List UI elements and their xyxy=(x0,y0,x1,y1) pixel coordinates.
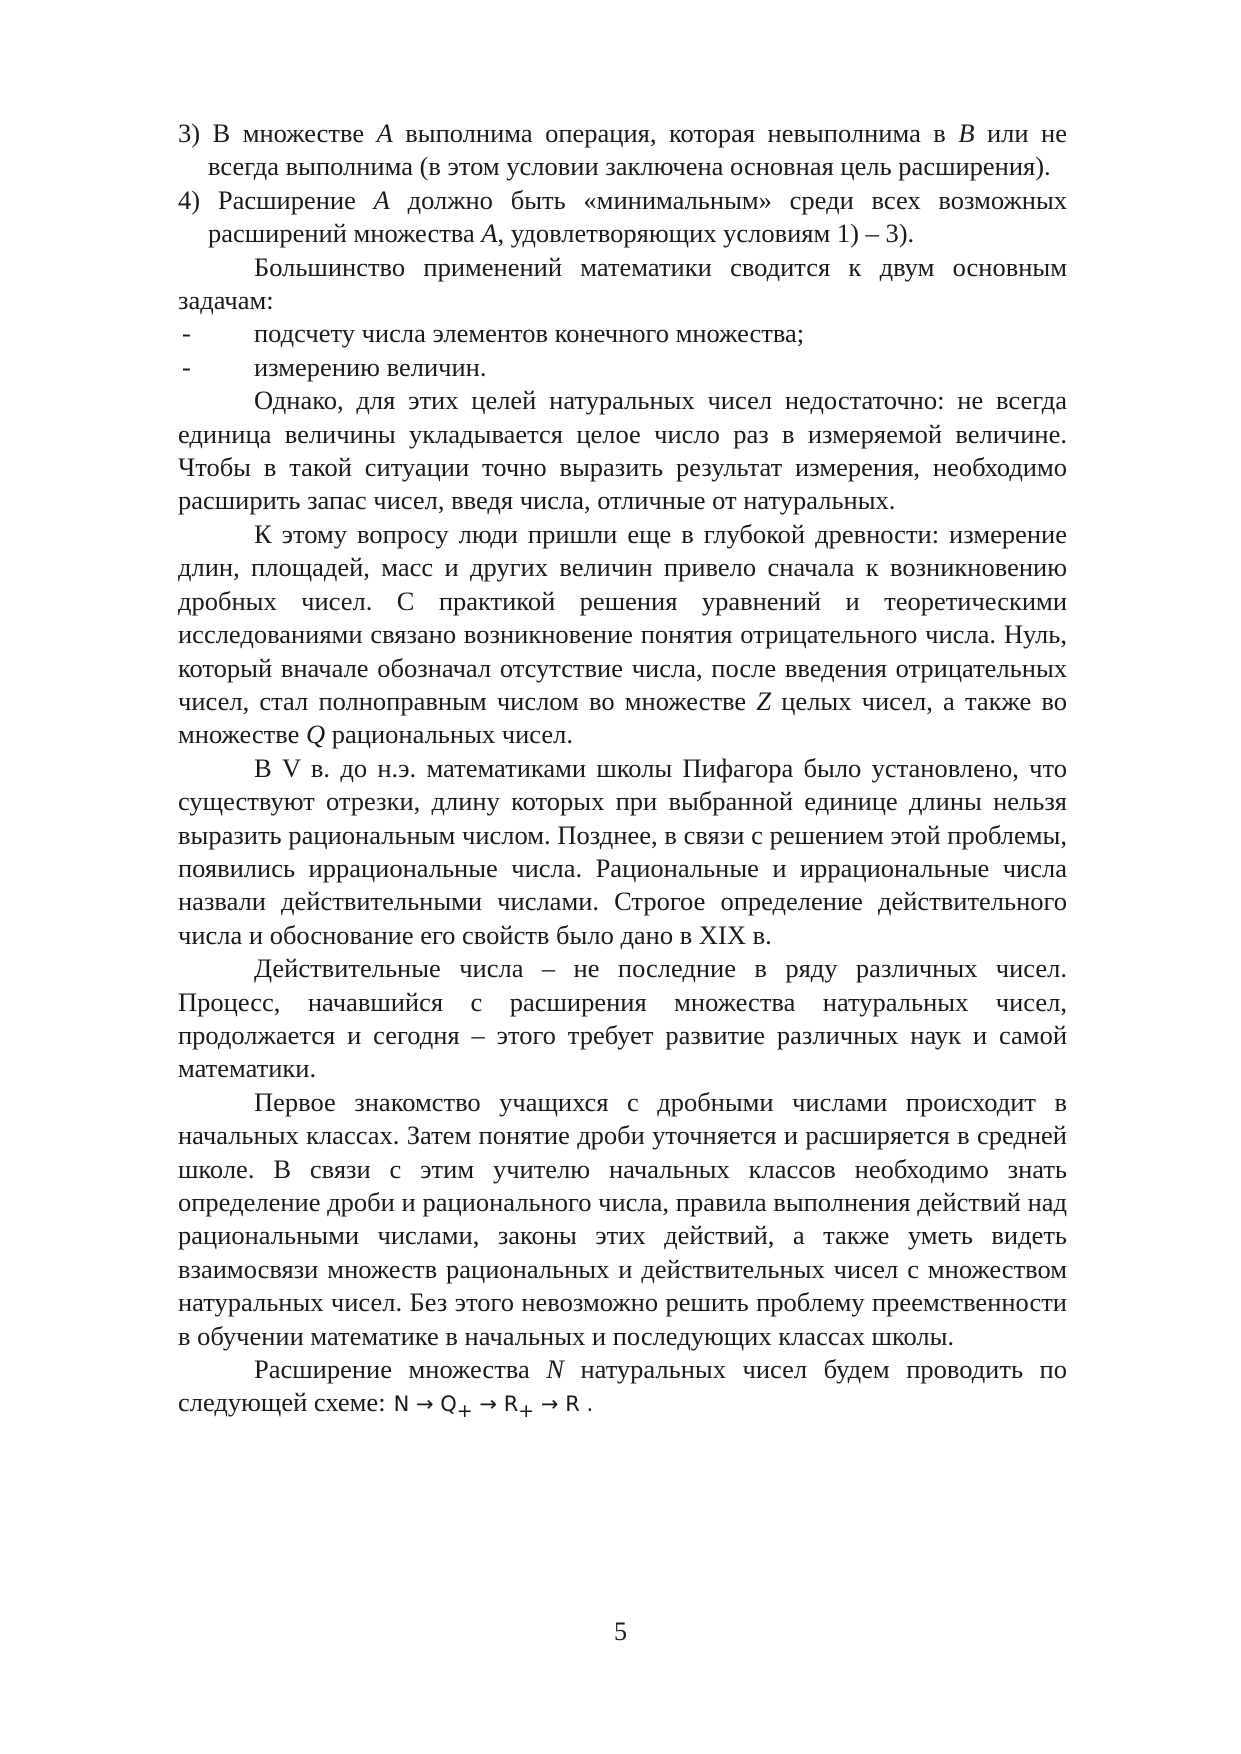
dash-marker: - xyxy=(182,351,191,382)
math-variable: A xyxy=(373,184,390,215)
list-item-4: 4) Расширение A должно быть «минимальным» среди всех возможных расширений множества A, удовлетворяющих условиям 1) – 3). xyxy=(178,184,1067,249)
page-text xyxy=(178,117,1067,1429)
arrow-icon: → xyxy=(540,1392,559,1417)
arrow-icon: → xyxy=(479,1392,498,1417)
paragraph: Однако, для этих целей натуральных чисел недостаточно: не всегда единица величины укладывается целое число раз в измеряемой величине. Чтобы в такой ситуации точно выразить результат измерения, необходимо расширить запас чисел, введя числа, отличные от натуральных. xyxy=(178,385,1067,516)
math-variable: Q xyxy=(306,719,326,750)
arrow-icon: → xyxy=(415,1392,434,1417)
math-variable: N xyxy=(546,1354,564,1385)
paragraph: К этому вопросу люди пришли еще в глубокой древности: измерение длин, площадей, масс и других величин привело сначала к возникновению дробных чисел. С практикой решения уравнений и теоретическими исследованиями связано возникновение понятия отрицательного числа. Нуль, который вначале обозначал отсутствие числа, после введения отрицательных чисел, стал полноправным числом во множестве Z целых чисел, а также во множестве Q рациональных чисел. xyxy=(178,518,1067,750)
page-number: 5 xyxy=(614,1617,627,1646)
dash-list-item: - измерению величин. xyxy=(178,351,1067,384)
dash-list-item: - подсчету числа элементов конечного множества; xyxy=(178,317,1067,350)
math-variable: A xyxy=(376,118,393,148)
paragraph: Первое знакомство учащихся с дробными числами происходит в начальных классах. Затем понятие дроби уточняется и расширяется в средней школе. В связи с этим учителю начальных классов необходимо знать определение дроби и рационального числа, правила выполнения действий над рациональными числами, законы этих действий, а также уметь видеть взаимосвязи множеств рациональных и действительных чисел с множеством натуральных чисел. Без этого невозможно решить проблему преемственности в обучении математике в начальных и последующих классах школы. xyxy=(178,1086,1067,1351)
paragraph: В V в. до н.э. математиками школы Пифагора было установлено, что существуют отрезки, длину которых при выбранной единице длины нельзя выразить рациональным числом. Позднее, в связи с решением этой проблемы, появились иррациональные числа. Рациональные и иррациональные числа назвали действительными числами. Строгое определение действительного числа и обоснование его свойств было дано в XIX в. xyxy=(178,752,1067,950)
extension-schema: $N \to Q_+ \to R_+ \to R$ . xyxy=(393,1392,594,1423)
dash-marker: - xyxy=(182,318,191,349)
intro-paragraph: Большинство применений математики сводится к двум основным задачам: xyxy=(178,251,1067,316)
list-number: 4) xyxy=(178,184,201,215)
paragraph: Действительные числа – не последние в ряду различных чисел. Процесс, начавшийся с расширения множества натуральных чисел, продолжается и сегодня – этого требует развитие различных наук и самой математики. xyxy=(178,953,1067,1084)
math-variable: Z xyxy=(756,685,772,716)
list-item-3: 3) В множестве A выполнима операция, которая невыполнима в B или не всегда выполнима (в этом условии заключена основная цель расширения). xyxy=(178,118,1067,182)
math-variable: B xyxy=(958,118,975,148)
list-number: 3) xyxy=(178,118,201,148)
math-variable: A xyxy=(481,218,498,249)
paragraph: Расширение множества N натуральных чисел будем проводить по следующей схеме: $N \to Q_+ \to R_+ \to R$ . xyxy=(178,1354,1067,1423)
